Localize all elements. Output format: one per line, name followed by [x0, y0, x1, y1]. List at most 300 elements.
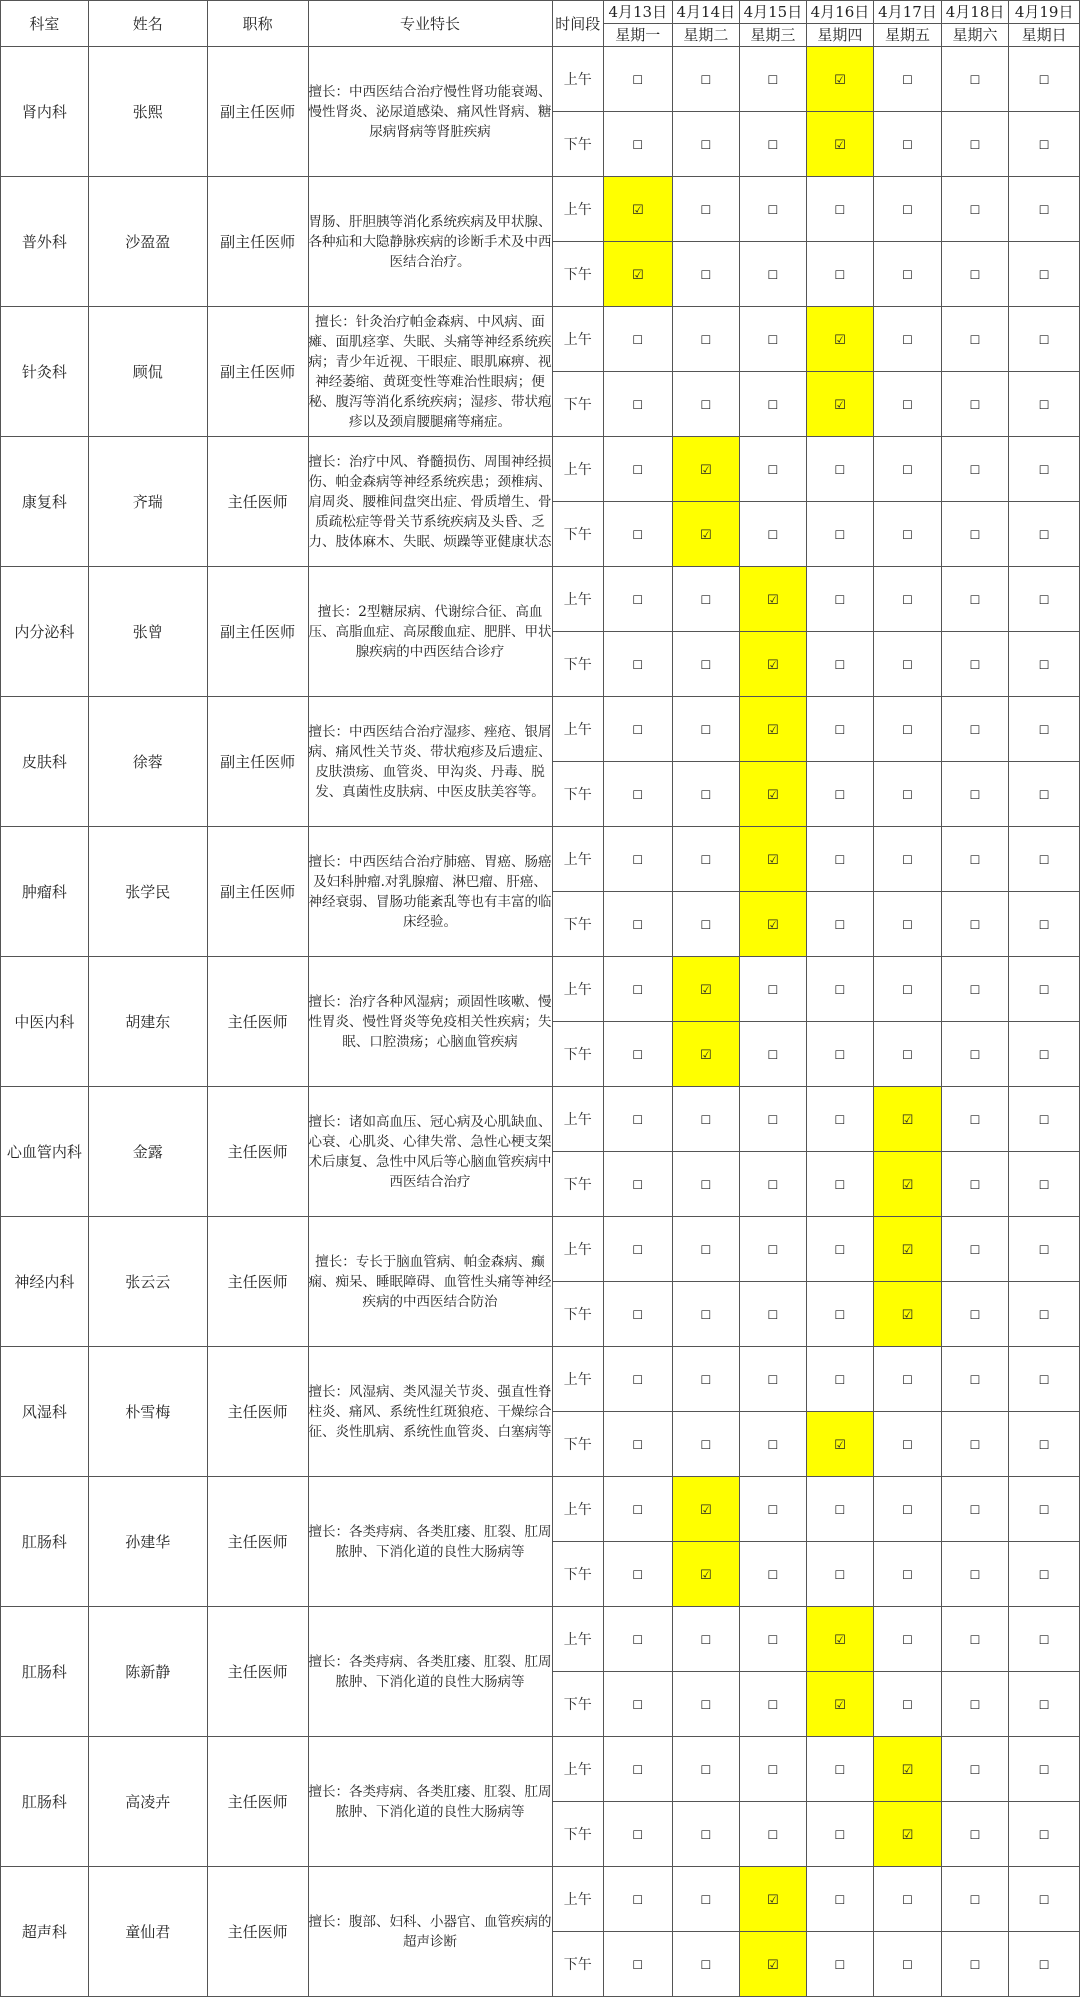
specialty-cell: 擅长：中西医结合治疗肺癌、胃癌、肠癌及妇科肿瘤.对乳腺瘤、淋巴瘤、肝癌、神经衰弱、冒肠功能紊乱等也有丰富的临床经验。 [308, 827, 552, 957]
schedule-cell [740, 372, 807, 437]
schedule-cell [740, 957, 807, 1022]
title-cell: 主任医师 [207, 1737, 308, 1867]
unchecked-box-icon: ☐ [834, 268, 846, 282]
schedule-cell [603, 437, 672, 502]
header-date: 4月18日 [941, 1, 1009, 24]
specialty-cell: 擅长：风湿病、类风湿关节炎、强直性脊柱炎、痛风、系统性红斑狼疮、干燥综合征、炎性肌病、系统性血管炎、白塞病等 [308, 1347, 552, 1477]
header-weekday: 星期二 [672, 24, 740, 47]
unchecked-box-icon: ☐ [902, 268, 913, 282]
checked-box-icon: ☑ [767, 1958, 779, 1973]
schedule-cell [672, 1802, 740, 1867]
table-row [1, 1347, 1080, 1412]
title-cell: 主任医师 [207, 1867, 308, 1997]
unchecked-box-icon: ☐ [632, 853, 644, 867]
schedule-cell [672, 1672, 740, 1737]
checked-box-icon: ☑ [767, 1893, 779, 1908]
unchecked-box-icon: ☐ [767, 463, 779, 477]
schedule-cell-available [672, 1022, 740, 1087]
period-cell: 上午 [552, 177, 603, 242]
period-cell: 上午 [552, 437, 603, 502]
unchecked-box-icon: ☐ [700, 1763, 712, 1777]
dept-cell: 肿瘤科 [1, 827, 89, 957]
schedule-cell [806, 177, 874, 242]
unchecked-box-icon: ☐ [1038, 1698, 1050, 1712]
unchecked-box-icon: ☐ [632, 1828, 644, 1842]
title-cell: 副主任医师 [207, 307, 308, 437]
name-cell: 张曾 [88, 567, 207, 697]
specialty-cell: 擅长：中西医结合治疗慢性肾功能衰竭、慢性肾炎、泌尿道感染、痛风性肾病、糖尿病肾病等肾脏疾病 [308, 47, 552, 177]
schedule-cell [672, 307, 740, 372]
schedule-cell [874, 242, 942, 307]
specialty-cell: 擅长：专长于脑血管病、帕金森病、癫痫、痴呆、睡眠障碍、血管性头痛等神经疾病的中西医结合防治 [308, 1217, 552, 1347]
checked-box-icon: ☑ [631, 268, 644, 283]
unchecked-box-icon: ☐ [834, 1893, 846, 1907]
unchecked-box-icon: ☐ [700, 593, 712, 607]
name-cell: 孙建华 [88, 1477, 207, 1607]
unchecked-box-icon: ☐ [902, 1503, 913, 1517]
table-row [1, 957, 1080, 1022]
unchecked-box-icon: ☐ [1038, 1633, 1050, 1647]
schedule-cell [1009, 47, 1080, 112]
specialty-cell: 擅长：诸如高血压、冠心病及心肌缺血、心衰、心肌炎、心律失常、急性心梗支架术后康复、急性中风后等心脑血管疾病中西医结合治疗 [308, 1087, 552, 1217]
unchecked-box-icon: ☐ [969, 138, 981, 152]
schedule-cell [806, 1737, 874, 1802]
title-cell: 副主任医师 [207, 177, 308, 307]
unchecked-box-icon: ☐ [969, 1178, 981, 1192]
name-cell: 朴雪梅 [88, 1347, 207, 1477]
schedule-cell [874, 1867, 942, 1932]
specialty-cell: 擅长：治疗各种风湿病；顽固性咳嗽、慢性胃炎、慢性肾炎等免疫相关性疾病；失眠、口腔溃疡；心脑血管疾病 [308, 957, 552, 1087]
unchecked-box-icon: ☐ [632, 658, 644, 672]
schedule-cell [1009, 1217, 1080, 1282]
table-body [1, 47, 1080, 1997]
unchecked-box-icon: ☐ [632, 983, 644, 997]
schedule-cell-available [740, 1867, 807, 1932]
schedule-cell [941, 1087, 1009, 1152]
table-row [1, 1607, 1080, 1672]
unchecked-box-icon: ☐ [700, 1893, 712, 1907]
schedule-cell [603, 1542, 672, 1607]
unchecked-box-icon: ☐ [834, 1958, 846, 1972]
unchecked-box-icon: ☐ [1038, 983, 1050, 997]
schedule-cell [740, 1282, 807, 1347]
schedule-cell [603, 1867, 672, 1932]
unchecked-box-icon: ☐ [969, 398, 981, 412]
period-cell: 上午 [552, 1867, 603, 1932]
period-cell: 上午 [552, 1217, 603, 1282]
unchecked-box-icon: ☐ [902, 73, 913, 87]
unchecked-box-icon: ☐ [632, 1308, 644, 1322]
schedule-cell [1009, 1542, 1080, 1607]
schedule-cell [806, 697, 874, 762]
schedule-cell [1009, 1802, 1080, 1867]
unchecked-box-icon: ☐ [969, 853, 981, 867]
unchecked-box-icon: ☐ [767, 1373, 779, 1387]
schedule-cell [740, 1672, 807, 1737]
specialty-cell: 擅长：中西医结合治疗湿疹、痤疮、银屑病、痛风性关节炎、带状疱疹及后遗症、皮肤溃疡、血管炎、甲沟炎、丹毒、脱发、真菌性皮肤病、中医皮肤美容等。 [308, 697, 552, 827]
schedule-cell-available [874, 1217, 942, 1282]
name-cell: 高凌卉 [88, 1737, 207, 1867]
schedule-cell [806, 1477, 874, 1542]
period-cell: 下午 [552, 1672, 603, 1737]
unchecked-box-icon: ☐ [902, 1893, 913, 1907]
schedule-cell [806, 827, 874, 892]
unchecked-box-icon: ☐ [969, 723, 981, 737]
unchecked-box-icon: ☐ [969, 1828, 981, 1842]
unchecked-box-icon: ☐ [834, 1373, 846, 1387]
schedule-cell [874, 567, 942, 632]
unchecked-box-icon: ☐ [767, 983, 779, 997]
unchecked-box-icon: ☐ [834, 463, 846, 477]
schedule-cell [806, 1932, 874, 1997]
table-row [1, 1477, 1080, 1542]
schedule-cell [603, 762, 672, 827]
dept-cell: 心血管内科 [1, 1087, 89, 1217]
schedule-cell [874, 957, 942, 1022]
schedule-cell [672, 697, 740, 762]
name-cell: 齐瑞 [88, 437, 207, 567]
unchecked-box-icon: ☐ [767, 1178, 779, 1192]
schedule-cell [672, 1737, 740, 1802]
schedule-cell [740, 47, 807, 112]
schedule-cell-available [874, 1152, 942, 1217]
header-dept: 科室 [1, 1, 89, 47]
period-cell: 上午 [552, 307, 603, 372]
unchecked-box-icon: ☐ [700, 853, 712, 867]
schedule-cell [1009, 957, 1080, 1022]
schedule-cell [1009, 632, 1080, 697]
schedule-cell [941, 1802, 1009, 1867]
schedule-cell [740, 112, 807, 177]
checked-box-icon: ☑ [834, 138, 846, 153]
schedule-cell-available [740, 762, 807, 827]
period-cell: 下午 [552, 1282, 603, 1347]
schedule-cell-available [740, 632, 807, 697]
unchecked-box-icon: ☐ [767, 398, 779, 412]
schedule-cell [603, 827, 672, 892]
unchecked-box-icon: ☐ [834, 1048, 846, 1062]
unchecked-box-icon: ☐ [767, 1503, 779, 1517]
schedule-cell [1009, 1477, 1080, 1542]
unchecked-box-icon: ☐ [632, 398, 644, 412]
title-cell: 副主任医师 [207, 567, 308, 697]
period-cell: 下午 [552, 1412, 603, 1477]
schedule-cell [740, 1022, 807, 1087]
table-row [1, 1217, 1080, 1282]
period-cell: 下午 [552, 762, 603, 827]
dept-cell: 内分泌科 [1, 567, 89, 697]
specialty-cell: 擅长：治疗中风、脊髓损伤、周围神经损伤、帕金森病等神经系统疾患；颈椎病、肩周炎、腰椎间盘突出症、骨质增生、骨质疏松症等骨关节系统疾病及头昏、乏力、肢体麻木、失眠、烦躁等亚健康状态 [308, 437, 552, 567]
schedule-cell [941, 1282, 1009, 1347]
unchecked-box-icon: ☐ [767, 1308, 779, 1322]
unchecked-box-icon: ☐ [1038, 1048, 1050, 1062]
unchecked-box-icon: ☐ [1038, 658, 1050, 672]
schedule-cell [874, 632, 942, 697]
schedule-cell [874, 502, 942, 567]
schedule-cell [1009, 827, 1080, 892]
unchecked-box-icon: ☐ [1038, 138, 1050, 152]
unchecked-box-icon: ☐ [969, 73, 981, 87]
schedule-cell [874, 1607, 942, 1672]
unchecked-box-icon: ☐ [1038, 853, 1050, 867]
schedule-cell [1009, 1607, 1080, 1672]
schedule-cell [603, 1607, 672, 1672]
unchecked-box-icon: ☐ [834, 983, 846, 997]
schedule-cell [1009, 437, 1080, 502]
unchecked-box-icon: ☐ [969, 658, 981, 672]
unchecked-box-icon: ☐ [1038, 1243, 1050, 1257]
unchecked-box-icon: ☐ [632, 1113, 644, 1127]
unchecked-box-icon: ☐ [1038, 1503, 1050, 1517]
unchecked-box-icon: ☐ [902, 398, 913, 412]
header-weekday: 星期四 [806, 24, 874, 47]
unchecked-box-icon: ☐ [632, 138, 644, 152]
checked-box-icon: ☑ [901, 1308, 914, 1323]
schedule-cell-available [806, 307, 874, 372]
schedule-cell [941, 697, 1009, 762]
dept-cell: 皮肤科 [1, 697, 89, 827]
header-weekday: 星期日 [1009, 24, 1080, 47]
schedule-cell [1009, 1672, 1080, 1737]
checked-box-icon: ☑ [767, 788, 779, 803]
schedule-cell [672, 1152, 740, 1217]
period-cell: 上午 [552, 957, 603, 1022]
unchecked-box-icon: ☐ [632, 1958, 644, 1972]
unchecked-box-icon: ☐ [969, 1763, 981, 1777]
checked-box-icon: ☑ [767, 658, 779, 673]
dept-cell: 针灸科 [1, 307, 89, 437]
unchecked-box-icon: ☐ [834, 853, 846, 867]
period-cell: 下午 [552, 242, 603, 307]
checked-box-icon: ☑ [700, 1503, 712, 1518]
schedule-cell [806, 1347, 874, 1412]
schedule-cell [672, 892, 740, 957]
unchecked-box-icon: ☐ [969, 1048, 981, 1062]
schedule-cell [941, 1672, 1009, 1737]
schedule-cell [874, 437, 942, 502]
checked-box-icon: ☑ [901, 1178, 914, 1193]
period-cell: 上午 [552, 567, 603, 632]
schedule-cell-available [672, 502, 740, 567]
unchecked-box-icon: ☐ [700, 1178, 712, 1192]
unchecked-box-icon: ☐ [632, 1503, 644, 1517]
schedule-cell [740, 307, 807, 372]
header-weekday: 星期一 [603, 24, 672, 47]
unchecked-box-icon: ☐ [969, 1308, 981, 1322]
unchecked-box-icon: ☐ [969, 1633, 981, 1647]
checked-box-icon: ☑ [767, 593, 779, 608]
table-row [1, 697, 1080, 762]
schedule-cell [874, 1932, 942, 1997]
title-cell: 主任医师 [207, 1347, 308, 1477]
schedule-cell [740, 437, 807, 502]
schedule-cell [941, 1932, 1009, 1997]
schedule-cell [874, 1412, 942, 1477]
schedule-cell [740, 1802, 807, 1867]
unchecked-box-icon: ☐ [632, 528, 644, 542]
schedule-cell [603, 1412, 672, 1477]
unchecked-box-icon: ☐ [1038, 1373, 1050, 1387]
header-period: 时间段 [552, 1, 603, 47]
specialty-cell: 擅长：2型糖尿病、代谢综合征、高血压、高脂血症、高尿酸血症、肥胖、甲状腺疾病的中西医结合诊疗 [308, 567, 552, 697]
header-date: 4月13日 [603, 1, 672, 24]
dept-cell: 肛肠科 [1, 1477, 89, 1607]
schedule-cell-available [672, 1477, 740, 1542]
schedule-cell [874, 372, 942, 437]
checked-box-icon: ☑ [834, 1438, 846, 1453]
schedule-cell [941, 567, 1009, 632]
unchecked-box-icon: ☐ [1038, 203, 1050, 217]
title-cell: 主任医师 [207, 1607, 308, 1737]
schedule-cell [1009, 177, 1080, 242]
schedule-cell [874, 1542, 942, 1607]
schedule-cell [603, 892, 672, 957]
schedule-cell [672, 1607, 740, 1672]
unchecked-box-icon: ☐ [969, 1958, 981, 1972]
table-row [1, 1867, 1080, 1932]
schedule-cell [672, 177, 740, 242]
schedule-cell [874, 112, 942, 177]
schedule-cell [1009, 1347, 1080, 1412]
unchecked-box-icon: ☐ [700, 1633, 712, 1647]
schedule-cell-available [874, 1802, 942, 1867]
checked-box-icon: ☑ [901, 1763, 914, 1778]
unchecked-box-icon: ☐ [632, 1568, 644, 1582]
schedule-cell [806, 242, 874, 307]
schedule-cell [806, 1282, 874, 1347]
table-row [1, 177, 1080, 242]
unchecked-box-icon: ☐ [902, 463, 913, 477]
unchecked-box-icon: ☐ [700, 723, 712, 737]
unchecked-box-icon: ☐ [902, 1698, 913, 1712]
schedule-cell [874, 307, 942, 372]
schedule-cell [806, 1217, 874, 1282]
unchecked-box-icon: ☐ [834, 1503, 846, 1517]
unchecked-box-icon: ☐ [902, 1958, 913, 1972]
schedule-cell-available [874, 1737, 942, 1802]
unchecked-box-icon: ☐ [834, 1178, 846, 1192]
header-date: 4月15日 [740, 1, 807, 24]
unchecked-box-icon: ☐ [902, 1633, 913, 1647]
schedule-cell-available [672, 957, 740, 1022]
dept-cell: 神经内科 [1, 1217, 89, 1347]
period-cell: 下午 [552, 632, 603, 697]
schedule-cell-available [806, 1412, 874, 1477]
period-cell: 下午 [552, 372, 603, 437]
schedule-cell [941, 242, 1009, 307]
schedule-cell [1009, 502, 1080, 567]
schedule-cell [1009, 307, 1080, 372]
schedule-cell [603, 1152, 672, 1217]
schedule-cell [941, 1737, 1009, 1802]
unchecked-box-icon: ☐ [969, 333, 981, 347]
schedule-cell [1009, 697, 1080, 762]
unchecked-box-icon: ☐ [632, 593, 644, 607]
unchecked-box-icon: ☐ [969, 1438, 981, 1452]
checked-box-icon: ☑ [834, 398, 846, 413]
period-cell: 下午 [552, 1152, 603, 1217]
table-row [1, 1737, 1080, 1802]
schedule-cell [740, 1217, 807, 1282]
unchecked-box-icon: ☐ [1038, 268, 1050, 282]
schedule-cell [941, 1542, 1009, 1607]
schedule-cell [874, 892, 942, 957]
unchecked-box-icon: ☐ [834, 1308, 846, 1322]
specialty-cell: 擅长：各类痔病、各类肛瘘、肛裂、肛周脓肿、下消化道的良性大肠病等 [308, 1737, 552, 1867]
schedule-cell-available [874, 1282, 942, 1347]
table-row [1, 47, 1080, 112]
specialty-cell: 擅长：各类痔病、各类肛瘘、肛裂、肛周脓肿、下消化道的良性大肠病等 [308, 1477, 552, 1607]
unchecked-box-icon: ☐ [767, 1113, 779, 1127]
header-title: 职称 [207, 1, 308, 47]
unchecked-box-icon: ☐ [902, 528, 913, 542]
table-row [1, 437, 1080, 502]
name-cell: 顾侃 [88, 307, 207, 437]
schedule-cell-available [740, 697, 807, 762]
header-name: 姓名 [88, 1, 207, 47]
unchecked-box-icon: ☐ [632, 788, 644, 802]
schedule-cell-available [740, 1932, 807, 1997]
unchecked-box-icon: ☐ [834, 1828, 846, 1842]
schedule-cell [941, 1347, 1009, 1412]
schedule-cell [1009, 892, 1080, 957]
schedule-cell-available [740, 892, 807, 957]
schedule-cell [1009, 1022, 1080, 1087]
unchecked-box-icon: ☐ [632, 918, 644, 932]
dept-cell: 中医内科 [1, 957, 89, 1087]
checked-box-icon: ☑ [901, 1243, 914, 1258]
schedule-cell [603, 112, 672, 177]
period-cell: 下午 [552, 1802, 603, 1867]
checked-box-icon: ☑ [767, 723, 779, 738]
unchecked-box-icon: ☐ [700, 1308, 712, 1322]
schedule-cell [941, 892, 1009, 957]
schedule-cell [1009, 567, 1080, 632]
schedule-cell [672, 242, 740, 307]
table-row [1, 567, 1080, 632]
unchecked-box-icon: ☐ [632, 1243, 644, 1257]
unchecked-box-icon: ☐ [632, 1633, 644, 1647]
schedule-cell [874, 762, 942, 827]
schedule-cell [672, 1412, 740, 1477]
unchecked-box-icon: ☐ [969, 1568, 981, 1582]
schedule-cell [806, 1867, 874, 1932]
schedule-cell [672, 1217, 740, 1282]
schedule-cell [941, 1152, 1009, 1217]
name-cell: 徐蓉 [88, 697, 207, 827]
unchecked-box-icon: ☐ [632, 1698, 644, 1712]
unchecked-box-icon: ☐ [1038, 73, 1050, 87]
unchecked-box-icon: ☐ [1038, 1308, 1050, 1322]
unchecked-box-icon: ☐ [767, 1828, 779, 1842]
unchecked-box-icon: ☐ [902, 1568, 913, 1582]
unchecked-box-icon: ☐ [834, 788, 846, 802]
specialty-cell: 擅长：各类痔病、各类肛瘘、肛裂、肛周脓肿、下消化道的良性大肠病等 [308, 1607, 552, 1737]
schedule-cell [806, 1152, 874, 1217]
schedule-cell [941, 502, 1009, 567]
schedule-cell [941, 762, 1009, 827]
schedule-cell [1009, 1087, 1080, 1152]
schedule-cell [603, 1022, 672, 1087]
schedule-cell [941, 1412, 1009, 1477]
header-date: 4月19日 [1009, 1, 1080, 24]
unchecked-box-icon: ☐ [1038, 593, 1050, 607]
schedule-cell [1009, 242, 1080, 307]
schedule-cell [603, 567, 672, 632]
schedule-cell [874, 827, 942, 892]
name-cell: 张学民 [88, 827, 207, 957]
unchecked-box-icon: ☐ [632, 1178, 644, 1192]
